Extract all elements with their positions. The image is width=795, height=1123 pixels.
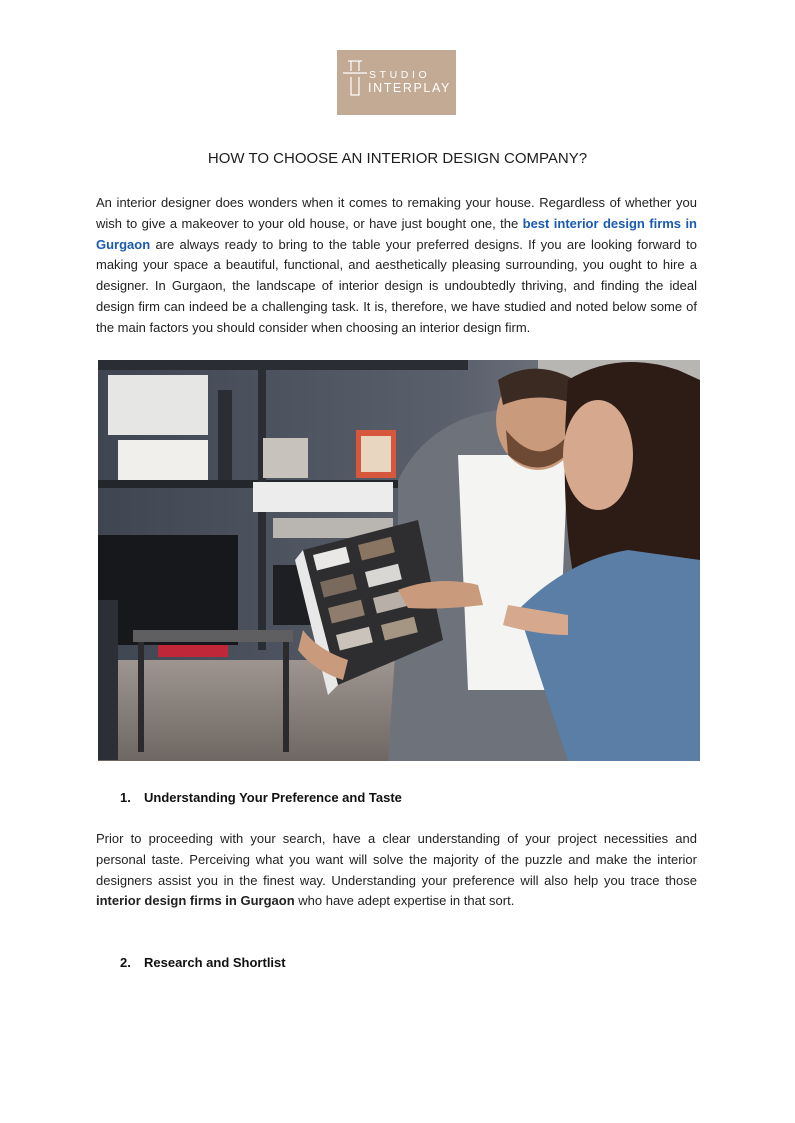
section-2-heading [120, 955, 286, 970]
section-2-number: 2. [120, 955, 131, 970]
section-2-heading-text: Research and Shortlist [144, 955, 286, 970]
section-1-bold-text: interior design firms in Gurgaon [96, 893, 295, 909]
intro-text-2: are always ready to bring to the table your preferred designs. If you are looking forward to making your space a beautiful, functional, and aesthetically pleasing surrounding, you ought to hire a designer. In Gurgaon, the landscape of interior design is undoubtedly thriving, and finding the ideal design firm can indeed be a challenging task. It is, therefore, we have studied and noted below some of the main factors you should consider when choosing an interior design firm. [96, 236, 697, 335]
section-1-paragraph [96, 829, 697, 912]
best-interior-design-link[interactable]: best interior design firms in Gurgaon [96, 215, 697, 252]
intro-paragraph [96, 193, 697, 339]
logo-text-interplay: INTERPLAY [368, 81, 451, 95]
intro-text-1: An interior designer does wonders when it comes to remaking your house. Regardless of whether you wish to give a makeover to your old house, or have just bought one, the [96, 195, 697, 231]
logo-text-studio: STUDIO [369, 69, 431, 81]
page-title: HOW TO CHOOSE AN INTERIOR DESIGN COMPANY? [207, 150, 588, 167]
designers-consultation-photo [98, 360, 700, 761]
section-1-number: 1. [120, 790, 131, 805]
section-1-text-2: who have adept expertise in that sort. [294, 893, 515, 909]
section-1-text-1: Prior to proceeding with your search, have a clear understanding of your project necessities and personal taste. Perceiving what you want will solve the majority of the puzzle and make the interior designers assist you in the finest way. Understanding your preference will also help you trace those [96, 831, 697, 888]
section-1-heading-text: Understanding Your Preference and Taste [144, 790, 402, 805]
studio-interplay-logo [337, 50, 456, 115]
logo-mark-icon [343, 59, 367, 101]
photo-illustration [98, 360, 700, 761]
section-1-heading [120, 790, 402, 805]
